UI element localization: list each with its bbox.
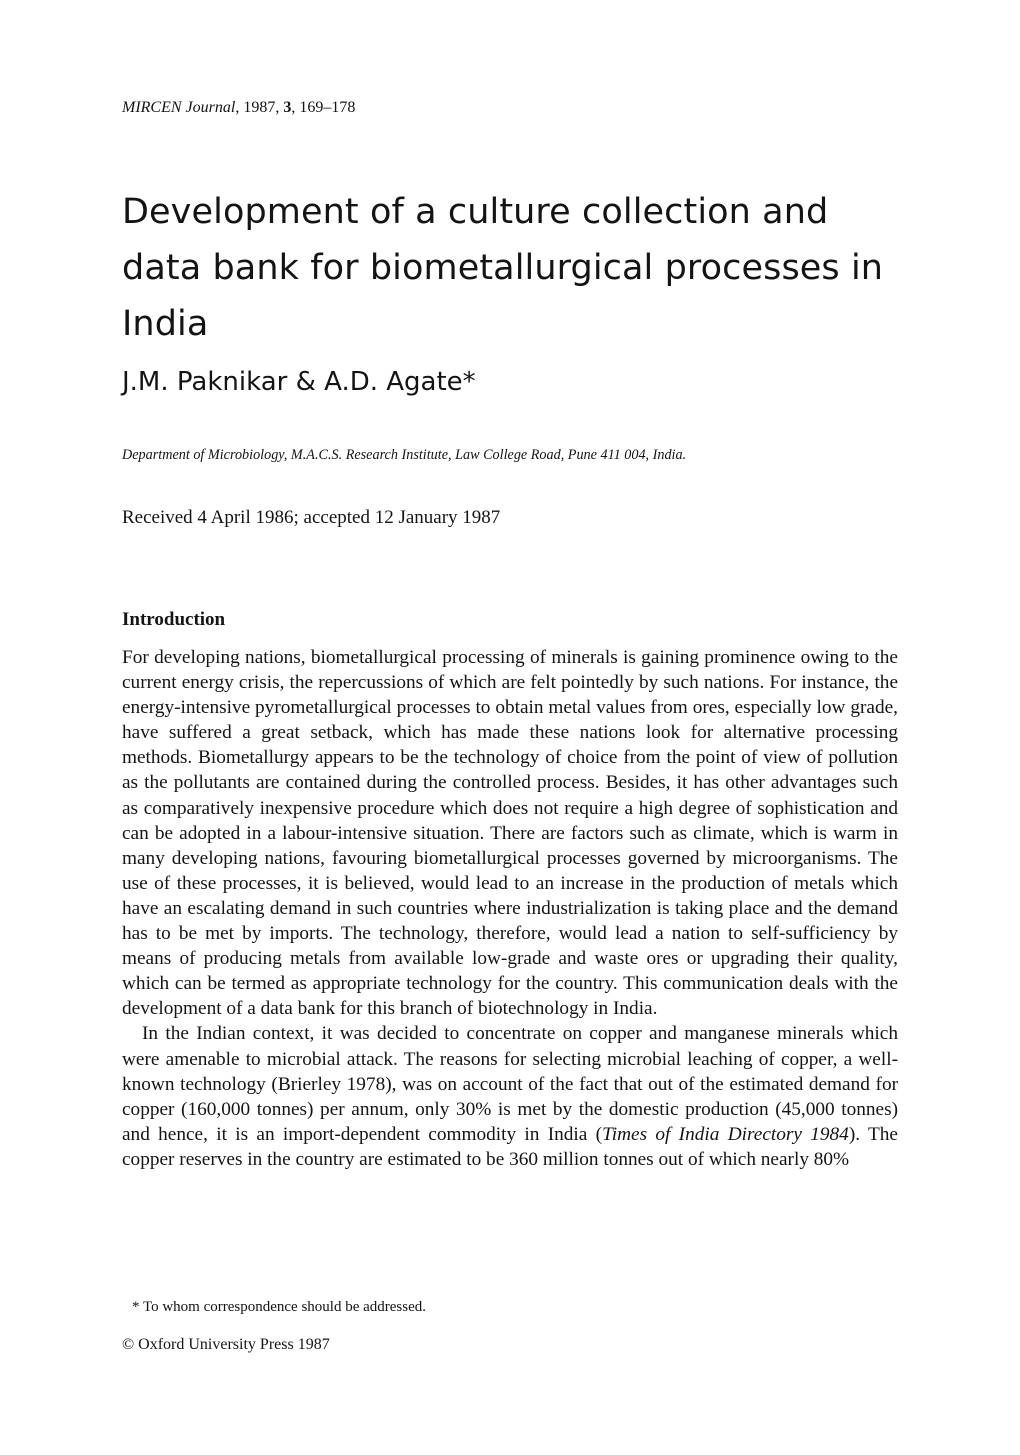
section-heading-introduction: Introduction xyxy=(122,609,226,630)
introduction-paragraph-2 xyxy=(122,1021,898,1172)
paragraph-2-text-start: In the Indian context, it was decided to concentrate on copper and manganese minerals which were amenable to microbial attack. The reasons for selecting microbial leaching of copper, a well-known technology (Brierley 1978), was on account of the fact that out of the estimated demand for copper (160,000 tonnes) per annum, only 30% is met by the domestic production (45,000 tonnes) and hence, it is an import-dependent commodity in India ( xyxy=(122,1023,898,1145)
received-dates: Received 4 April 1986; accepted 12 January 1987 xyxy=(122,507,501,528)
paragraph-2-citation: Times of India Directory 1984 xyxy=(602,1123,849,1145)
article-authors: J.M. Paknikar & A.D. Agate* xyxy=(122,367,476,397)
author-affiliation: Department of Microbiology, M.A.C.S. Research Institute, Law College Road, Pune 411 004, India. xyxy=(122,447,687,463)
journal-volume: 3 xyxy=(283,99,292,116)
copyright-notice: © Oxford University Press 1987 xyxy=(122,1336,330,1353)
introduction-paragraph-1: For developing nations, biometallurgical processing of minerals is gaining prominence owing to the current energy crisis, the repercussions of which are felt pointedly by such nations. For instance, the energy-intensive pyrometallurgical processes to obtain metal values from ores, especially low grade, have suffered a great setback, which has made these nations look for alternative processing methods. Biometallurgy appears to be the technology of choice from the point of view of pollution as the pollutants are contained during the controlled process. Besides, it has other advantages such as comparatively inexpensive procedure which does not require a high degree of sophistication and can be adopted in a labour-intensive situation. There are factors such as climate, which is warm in many developing nations, favouring biometallurgical processes governed by microorganisms. The use of these processes, it is believed, would lead to an increase in the production of metals which have an escalating demand in such countries where industrialization is taking place and the demand has to be met by imports. The technology, therefore, would lead a nation to self-sufficiency by means of producing metals from available low-grade and waste ores or upgrading their quality, which can be termed as appropriate technology for the country. This communication deals with the development of a data bank for this branch of biotechnology in India. xyxy=(122,647,898,1020)
journal-year: 1987 xyxy=(243,99,276,116)
journal-name: MIRCEN Journal xyxy=(122,99,236,116)
correspondence-footnote: * To whom correspondence should be addressed. xyxy=(132,1299,427,1315)
journal-citation: MIRCEN Journal, 1987, 3, 169–178 xyxy=(122,99,356,116)
journal-pages: 169–178 xyxy=(299,99,356,116)
paragraph-2-text-end: ). The copper reserves in the country are estimated to be 360 million tonnes out of which nearly 80% xyxy=(122,1123,898,1170)
introduction-body xyxy=(122,645,898,1172)
article-title: Development of a culture collection and data bank for biometallurgical processes in India xyxy=(122,192,884,344)
